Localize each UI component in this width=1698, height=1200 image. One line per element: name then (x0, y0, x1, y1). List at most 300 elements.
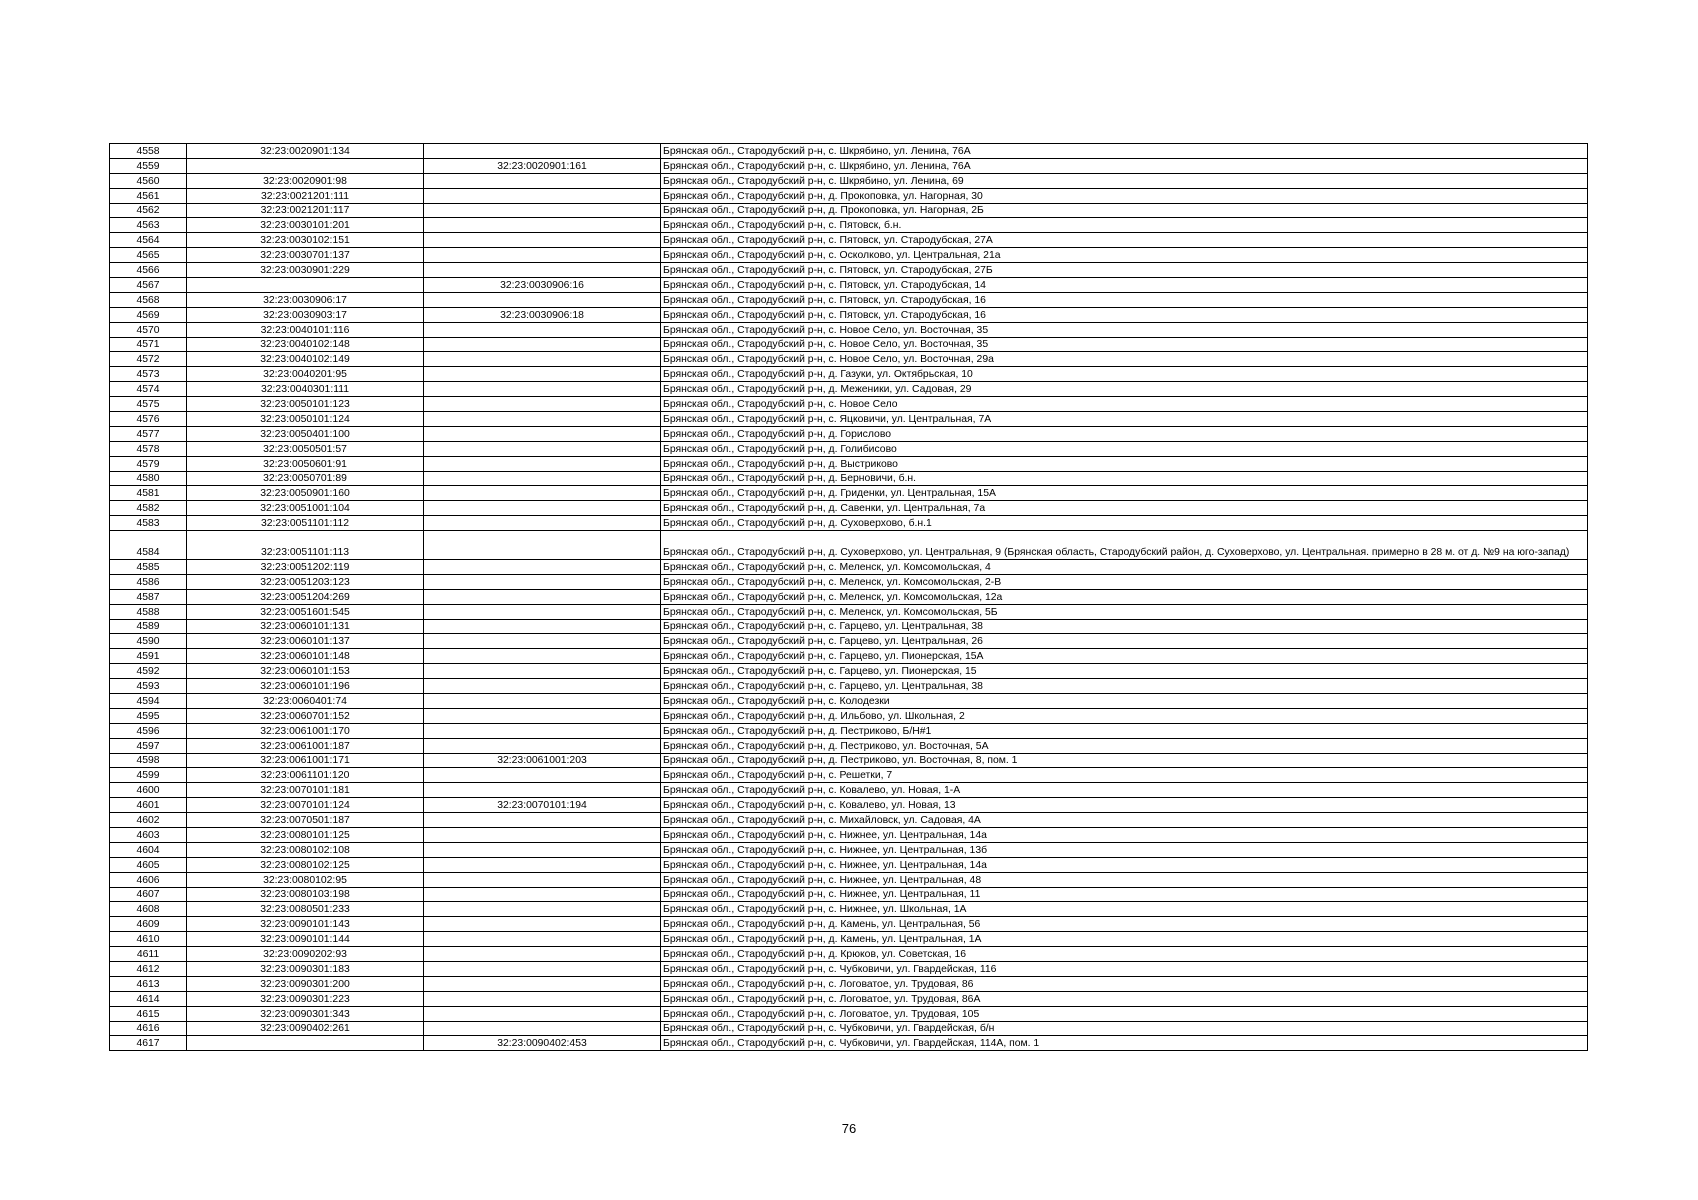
new-cadastral-number-cell (424, 738, 661, 753)
cadastral-number-cell (187, 1036, 424, 1051)
table-row (110, 307, 1588, 322)
new-cadastral-number-cell: 32:23:0061001:203 (424, 753, 661, 768)
address-cell: Брянская обл., Стародубский р-н, с. Нижнее, ул. Центральная, 11 (661, 887, 1588, 902)
new-cadastral-number-cell (424, 991, 661, 1006)
new-cadastral-number-cell (424, 516, 661, 531)
address-cell: Брянская обл., Стародубский р-н, с. Шкрябино, ул. Ленина, 76А (661, 144, 1588, 159)
address-cell: Брянская обл., Стародубский р-н, с. Логоватое, ул. Трудовая, 86А (661, 991, 1588, 1006)
address-cell: Брянская обл., Стародубский р-н, с. Меленск, ул. Комсомольская, 2-В (661, 574, 1588, 589)
address-cell: Брянская обл., Стародубский р-н, с. Пятовск, ул. Стародубская, 14 (661, 278, 1588, 293)
address-cell: Брянская обл., Стародубский р-н, с. Пятовск, ул. Стародубская, 16 (661, 307, 1588, 322)
row-number-cell: 4611 (110, 947, 187, 962)
new-cadastral-number-cell (424, 559, 661, 574)
address-cell: Брянская обл., Стародубский р-н, с. Нижнее, ул. Центральная, 13б (661, 842, 1588, 857)
new-cadastral-number-cell: 32:23:0030906:16 (424, 278, 661, 293)
row-number-cell: 4617 (110, 1036, 187, 1051)
new-cadastral-number-cell (424, 723, 661, 738)
table-row (110, 559, 1588, 574)
table-row (110, 664, 1588, 679)
table-row (110, 188, 1588, 203)
table-row (110, 441, 1588, 456)
cadastral-number-cell: 32:23:0080102:125 (187, 857, 424, 872)
table-row (110, 516, 1588, 531)
address-cell: Брянская обл., Стародубский р-н, с. Чубковичи, ул. Гвардейская, 114А, пом. 1 (661, 1036, 1588, 1051)
cadastral-number-cell: 32:23:0050501:57 (187, 441, 424, 456)
page-number: 76 (841, 1121, 857, 1136)
address-cell: Брянская обл., Стародубский р-н, с. Шкрябино, ул. Ленина, 76А (661, 158, 1588, 173)
row-number-cell: 4579 (110, 456, 187, 471)
table-row (110, 604, 1588, 619)
row-number-cell: 4578 (110, 441, 187, 456)
address-cell: Брянская обл., Стародубский р-н, д. Выстриково (661, 456, 1588, 471)
new-cadastral-number-cell (424, 203, 661, 218)
table-row (110, 278, 1588, 293)
table-row (110, 679, 1588, 694)
table-row (110, 991, 1588, 1006)
cadastral-number-cell: 32:23:0030903:17 (187, 307, 424, 322)
new-cadastral-number-cell (424, 531, 661, 560)
new-cadastral-number-cell (424, 426, 661, 441)
row-number-cell: 4601 (110, 798, 187, 813)
row-number-cell: 4615 (110, 1006, 187, 1021)
row-number-cell: 4563 (110, 218, 187, 233)
row-number-cell: 4583 (110, 516, 187, 531)
cadastral-number-cell: 32:23:0050401:100 (187, 426, 424, 441)
cadastral-number-cell: 32:23:0090301:200 (187, 976, 424, 991)
cadastral-number-cell: 32:23:0090202:93 (187, 947, 424, 962)
table-row (110, 887, 1588, 902)
row-number-cell: 4616 (110, 1021, 187, 1036)
table-row (110, 634, 1588, 649)
table-row (110, 649, 1588, 664)
cadastral-number-cell: 32:23:0020901:134 (187, 144, 424, 159)
table-row (110, 768, 1588, 783)
cadastral-number-cell: 32:23:0050701:89 (187, 471, 424, 486)
row-number-cell: 4571 (110, 337, 187, 352)
row-number-cell: 4609 (110, 917, 187, 932)
table-row (110, 827, 1588, 842)
address-cell: Брянская обл., Стародубский р-н, д. Пестриково, Б/Н#1 (661, 723, 1588, 738)
row-number-cell: 4586 (110, 574, 187, 589)
row-number-cell: 4591 (110, 649, 187, 664)
address-cell: Брянская обл., Стародубский р-н, д. Прокоповка, ул. Нагорная, 30 (661, 188, 1588, 203)
address-cell: Брянская обл., Стародубский р-н, с. Пятовск, ул. Стародубская, 27Б (661, 263, 1588, 278)
address-cell: Брянская обл., Стародубский р-н, д. Суховерхово, ул. Центральная, 9 (Брянская область, Стародубский район, д. Суховерхово, ул. Центральная. примерно в 28 м. от д. №9 на юго-запад) (661, 531, 1588, 560)
address-cell: Брянская обл., Стародубский р-н, с. Нижнее, ул. Центральная, 48 (661, 872, 1588, 887)
cadastral-number-cell: 32:23:0090101:143 (187, 917, 424, 932)
new-cadastral-number-cell (424, 352, 661, 367)
new-cadastral-number-cell (424, 768, 661, 783)
table-row (110, 203, 1588, 218)
new-cadastral-number-cell (424, 932, 661, 947)
new-cadastral-number-cell (424, 501, 661, 516)
table-row (110, 738, 1588, 753)
row-number-cell: 4580 (110, 471, 187, 486)
table-row (110, 486, 1588, 501)
table-row (110, 292, 1588, 307)
table-row (110, 813, 1588, 828)
new-cadastral-number-cell (424, 382, 661, 397)
table-row (110, 501, 1588, 516)
row-number-cell: 4582 (110, 501, 187, 516)
address-cell: Брянская обл., Стародубский р-н, с. Яцковичи, ул. Центральная, 7А (661, 412, 1588, 427)
table-row (110, 173, 1588, 188)
cadastral-number-cell: 32:23:0061001:170 (187, 723, 424, 738)
table-row (110, 708, 1588, 723)
address-cell: Брянская обл., Стародубский р-н, д. Горислово (661, 426, 1588, 441)
row-number-cell: 4577 (110, 426, 187, 441)
table-row (110, 322, 1588, 337)
address-cell: Брянская обл., Стародубский р-н, с. Нижнее, ул. Центральная, 14а (661, 827, 1588, 842)
row-number-cell: 4565 (110, 248, 187, 263)
new-cadastral-number-cell (424, 947, 661, 962)
new-cadastral-number-cell (424, 248, 661, 263)
row-number-cell: 4572 (110, 352, 187, 367)
new-cadastral-number-cell (424, 322, 661, 337)
new-cadastral-number-cell (424, 857, 661, 872)
cadastral-number-cell: 32:23:0060101:196 (187, 679, 424, 694)
table-row (110, 723, 1588, 738)
table-row (110, 456, 1588, 471)
cadastral-number-cell: 32:23:0030101:201 (187, 218, 424, 233)
new-cadastral-number-cell (424, 144, 661, 159)
address-cell: Брянская обл., Стародубский р-н, с. Гарцево, ул. Пионерская, 15А (661, 649, 1588, 664)
new-cadastral-number-cell (424, 634, 661, 649)
table-body (110, 144, 1588, 1051)
address-cell: Брянская обл., Стародубский р-н, с. Меленск, ул. Комсомольская, 12а (661, 589, 1588, 604)
address-cell: Брянская обл., Стародубский р-н, с. Нижнее, ул. Центральная, 14а (661, 857, 1588, 872)
cadastral-number-cell: 32:23:0021201:111 (187, 188, 424, 203)
address-cell: Брянская обл., Стародубский р-н, д. Пестриково, ул. Восточная, 5А (661, 738, 1588, 753)
new-cadastral-number-cell (424, 917, 661, 932)
cadastral-number-cell (187, 158, 424, 173)
table-row (110, 976, 1588, 991)
row-number-cell: 4603 (110, 827, 187, 842)
cadastral-number-cell: 32:23:0060101:148 (187, 649, 424, 664)
cadastral-number-cell: 32:23:0030102:151 (187, 233, 424, 248)
address-cell: Брянская обл., Стародубский р-н, с. Гарцево, ул. Центральная, 38 (661, 679, 1588, 694)
table-row (110, 233, 1588, 248)
row-number-cell: 4574 (110, 382, 187, 397)
row-number-cell: 4561 (110, 188, 187, 203)
cadastral-number-cell: 32:23:0060701:152 (187, 708, 424, 723)
address-cell: Брянская обл., Стародубский р-н, с. Гарцево, ул. Центральная, 26 (661, 634, 1588, 649)
cadastral-number-cell: 32:23:0051101:113 (187, 531, 424, 560)
cadastral-number-cell: 32:23:0030906:17 (187, 292, 424, 307)
new-cadastral-number-cell (424, 708, 661, 723)
address-cell: Брянская обл., Стародубский р-н, д. Пестриково, ул. Восточная, 8, пом. 1 (661, 753, 1588, 768)
table-row (110, 531, 1588, 560)
cadastral-number-cell: 32:23:0080102:108 (187, 842, 424, 857)
address-cell: Брянская обл., Стародубский р-н, с. Пятовск, б.н. (661, 218, 1588, 233)
address-cell: Брянская обл., Стародубский р-н, с. Решетки, 7 (661, 768, 1588, 783)
row-number-cell: 4564 (110, 233, 187, 248)
cadastral-number-cell: 32:23:0040301:111 (187, 382, 424, 397)
address-cell: Брянская обл., Стародубский р-н, с. Чубковичи, ул. Гвардейская, б/н (661, 1021, 1588, 1036)
new-cadastral-number-cell (424, 337, 661, 352)
new-cadastral-number-cell: 32:23:0070101:194 (424, 798, 661, 813)
new-cadastral-number-cell (424, 1006, 661, 1021)
address-cell: Брянская обл., Стародубский р-н, с. Новое Село, ул. Восточная, 35 (661, 322, 1588, 337)
row-number-cell: 4560 (110, 173, 187, 188)
table-row (110, 144, 1588, 159)
new-cadastral-number-cell (424, 441, 661, 456)
cadastral-number-cell: 32:23:0040102:148 (187, 337, 424, 352)
cadastral-number-cell: 32:23:0050101:123 (187, 397, 424, 412)
table-row (110, 1006, 1588, 1021)
property-table (109, 143, 1588, 1051)
row-number-cell: 4573 (110, 367, 187, 382)
new-cadastral-number-cell (424, 574, 661, 589)
address-cell: Брянская обл., Стародубский р-н, с. Пятовск, ул. Стародубская, 27А (661, 233, 1588, 248)
new-cadastral-number-cell (424, 619, 661, 634)
cadastral-number-cell: 32:23:0060401:74 (187, 693, 424, 708)
cadastral-number-cell (187, 278, 424, 293)
new-cadastral-number-cell (424, 962, 661, 977)
cadastral-number-cell: 32:23:0040101:116 (187, 322, 424, 337)
address-cell: Брянская обл., Стародубский р-н, с. Гарцево, ул. Центральная, 38 (661, 619, 1588, 634)
address-cell: Брянская обл., Стародубский р-н, д. Камень, ул. Центральная, 56 (661, 917, 1588, 932)
row-number-cell: 4613 (110, 976, 187, 991)
cadastral-number-cell: 32:23:0050601:91 (187, 456, 424, 471)
row-number-cell: 4600 (110, 783, 187, 798)
cadastral-number-cell: 32:23:0030701:137 (187, 248, 424, 263)
table-row (110, 962, 1588, 977)
cadastral-number-cell: 32:23:0070101:124 (187, 798, 424, 813)
new-cadastral-number-cell: 32:23:0090402:453 (424, 1036, 661, 1051)
new-cadastral-number-cell (424, 887, 661, 902)
new-cadastral-number-cell (424, 188, 661, 203)
new-cadastral-number-cell (424, 827, 661, 842)
row-number-cell: 4596 (110, 723, 187, 738)
address-cell: Брянская обл., Стародубский р-н, с. Пятовск, ул. Стародубская, 16 (661, 292, 1588, 307)
new-cadastral-number-cell (424, 1021, 661, 1036)
row-number-cell: 4584 (110, 531, 187, 560)
cadastral-number-cell: 32:23:0051601:545 (187, 604, 424, 619)
row-number-cell: 4566 (110, 263, 187, 278)
address-cell: Брянская обл., Стародубский р-н, д. Меженики, ул. Садовая, 29 (661, 382, 1588, 397)
row-number-cell: 4593 (110, 679, 187, 694)
table-row (110, 248, 1588, 263)
table-row (110, 783, 1588, 798)
row-number-cell: 4598 (110, 753, 187, 768)
address-cell: Брянская обл., Стародубский р-н, с. Ковалево, ул. Новая, 1-А (661, 783, 1588, 798)
new-cadastral-number-cell (424, 412, 661, 427)
row-number-cell: 4612 (110, 962, 187, 977)
new-cadastral-number-cell (424, 367, 661, 382)
row-number-cell: 4594 (110, 693, 187, 708)
cadastral-number-cell: 32:23:0060101:131 (187, 619, 424, 634)
cadastral-number-cell: 32:23:0070501:187 (187, 813, 424, 828)
row-number-cell: 4559 (110, 158, 187, 173)
new-cadastral-number-cell (424, 664, 661, 679)
row-number-cell: 4610 (110, 932, 187, 947)
cadastral-number-cell: 32:23:0061001:171 (187, 753, 424, 768)
address-cell: Брянская обл., Стародубский р-н, с. Ковалево, ул. Новая, 13 (661, 798, 1588, 813)
address-cell: Брянская обл., Стародубский р-н, с. Шкрябино, ул. Ленина, 69 (661, 173, 1588, 188)
address-cell: Брянская обл., Стародубский р-н, с. Осколково, ул. Центральная, 21а (661, 248, 1588, 263)
cadastral-number-cell: 32:23:0070101:181 (187, 783, 424, 798)
table-row (110, 382, 1588, 397)
row-number-cell: 4606 (110, 872, 187, 887)
new-cadastral-number-cell: 32:23:0020901:161 (424, 158, 661, 173)
cadastral-number-cell: 32:23:0020901:98 (187, 173, 424, 188)
row-number-cell: 4576 (110, 412, 187, 427)
cadastral-number-cell: 32:23:0050901:160 (187, 486, 424, 501)
new-cadastral-number-cell (424, 693, 661, 708)
new-cadastral-number-cell (424, 471, 661, 486)
address-cell: Брянская обл., Стародубский р-н, д. Савенки, ул. Центральная, 7а (661, 501, 1588, 516)
address-cell: Брянская обл., Стародубский р-н, д. Берновичи, б.н. (661, 471, 1588, 486)
table-row (110, 932, 1588, 947)
cadastral-number-cell: 32:23:0051001:104 (187, 501, 424, 516)
table-row (110, 947, 1588, 962)
address-cell: Брянская обл., Стародубский р-н, с. Колодезки (661, 693, 1588, 708)
cadastral-number-cell: 32:23:0051203:123 (187, 574, 424, 589)
new-cadastral-number-cell (424, 783, 661, 798)
address-cell: Брянская обл., Стародубский р-н, с. Новое Село (661, 397, 1588, 412)
new-cadastral-number-cell (424, 589, 661, 604)
new-cadastral-number-cell (424, 292, 661, 307)
cadastral-number-cell: 32:23:0040102:149 (187, 352, 424, 367)
address-cell: Брянская обл., Стародубский р-н, с. Логоватое, ул. Трудовая, 86 (661, 976, 1588, 991)
cadastral-number-cell: 32:23:0051204:269 (187, 589, 424, 604)
new-cadastral-number-cell (424, 456, 661, 471)
table-row (110, 589, 1588, 604)
cadastral-number-cell: 32:23:0090301:183 (187, 962, 424, 977)
cadastral-number-cell: 32:23:0080501:233 (187, 902, 424, 917)
cadastral-number-cell: 32:23:0080103:198 (187, 887, 424, 902)
cadastral-number-cell: 32:23:0061101:120 (187, 768, 424, 783)
cadastral-number-cell: 32:23:0050101:124 (187, 412, 424, 427)
row-number-cell: 4608 (110, 902, 187, 917)
cadastral-number-cell: 32:23:0051202:119 (187, 559, 424, 574)
new-cadastral-number-cell (424, 173, 661, 188)
address-cell: Брянская обл., Стародубский р-н, д. Гриденки, ул. Центральная, 15А (661, 486, 1588, 501)
new-cadastral-number-cell: 32:23:0030906:18 (424, 307, 661, 322)
row-number-cell: 4614 (110, 991, 187, 1006)
table-row (110, 471, 1588, 486)
row-number-cell: 4570 (110, 322, 187, 337)
table-row (110, 574, 1588, 589)
cadastral-number-cell: 32:23:0090301:223 (187, 991, 424, 1006)
table-row (110, 1036, 1588, 1051)
table-row (110, 426, 1588, 441)
row-number-cell: 4587 (110, 589, 187, 604)
row-number-cell: 4607 (110, 887, 187, 902)
table-row (110, 412, 1588, 427)
table-row (110, 619, 1588, 634)
new-cadastral-number-cell (424, 397, 661, 412)
cadastral-number-cell: 32:23:0080102:95 (187, 872, 424, 887)
cadastral-number-cell: 32:23:0060101:153 (187, 664, 424, 679)
new-cadastral-number-cell (424, 679, 661, 694)
table-row (110, 798, 1588, 813)
row-number-cell: 4592 (110, 664, 187, 679)
row-number-cell: 4602 (110, 813, 187, 828)
new-cadastral-number-cell (424, 649, 661, 664)
new-cadastral-number-cell (424, 842, 661, 857)
row-number-cell: 4599 (110, 768, 187, 783)
new-cadastral-number-cell (424, 604, 661, 619)
address-cell: Брянская обл., Стародубский р-н, с. Чубковичи, ул. Гвардейская, 116 (661, 962, 1588, 977)
table-row (110, 693, 1588, 708)
address-cell: Брянская обл., Стародубский р-н, с. Михайловск, ул. Садовая, 4А (661, 813, 1588, 828)
cadastral-number-cell: 32:23:0021201:117 (187, 203, 424, 218)
cadastral-number-cell: 32:23:0090101:144 (187, 932, 424, 947)
cadastral-number-cell: 32:23:0030901:229 (187, 263, 424, 278)
new-cadastral-number-cell (424, 233, 661, 248)
new-cadastral-number-cell (424, 976, 661, 991)
address-cell: Брянская обл., Стародубский р-н, д. Прокоповка, ул. Нагорная, 2Б (661, 203, 1588, 218)
table-row (110, 352, 1588, 367)
row-number-cell: 4581 (110, 486, 187, 501)
address-cell: Брянская обл., Стародубский р-н, д. Голибисово (661, 441, 1588, 456)
new-cadastral-number-cell (424, 872, 661, 887)
cadastral-number-cell: 32:23:0090301:343 (187, 1006, 424, 1021)
row-number-cell: 4585 (110, 559, 187, 574)
table-row (110, 337, 1588, 352)
table-row (110, 872, 1588, 887)
new-cadastral-number-cell (424, 902, 661, 917)
table-row (110, 263, 1588, 278)
row-number-cell: 4589 (110, 619, 187, 634)
address-cell: Брянская обл., Стародубский р-н, с. Гарцево, ул. Пионерская, 15 (661, 664, 1588, 679)
row-number-cell: 4567 (110, 278, 187, 293)
address-cell: Брянская обл., Стародубский р-н, д. Газуки, ул. Октябрьская, 10 (661, 367, 1588, 382)
cadastral-number-cell: 32:23:0061001:187 (187, 738, 424, 753)
table-row (110, 842, 1588, 857)
row-number-cell: 4568 (110, 292, 187, 307)
row-number-cell: 4575 (110, 397, 187, 412)
address-cell: Брянская обл., Стародубский р-н, с. Меленск, ул. Комсомольская, 4 (661, 559, 1588, 574)
new-cadastral-number-cell (424, 813, 661, 828)
table-row (110, 397, 1588, 412)
table-row (110, 218, 1588, 233)
address-cell: Брянская обл., Стародубский р-н, д. Суховерхово, б.н.1 (661, 516, 1588, 531)
address-cell: Брянская обл., Стародубский р-н, д. Крюков, ул. Советская, 16 (661, 947, 1588, 962)
cadastral-number-cell: 32:23:0040201:95 (187, 367, 424, 382)
address-cell: Брянская обл., Стародубский р-н, с. Новое Село, ул. Восточная, 29а (661, 352, 1588, 367)
row-number-cell: 4590 (110, 634, 187, 649)
address-cell: Брянская обл., Стародубский р-н, с. Логоватое, ул. Трудовая, 105 (661, 1006, 1588, 1021)
row-number-cell: 4588 (110, 604, 187, 619)
table-row (110, 367, 1588, 382)
table-row (110, 917, 1588, 932)
cadastral-number-cell: 32:23:0051101:112 (187, 516, 424, 531)
table-row (110, 158, 1588, 173)
row-number-cell: 4604 (110, 842, 187, 857)
row-number-cell: 4597 (110, 738, 187, 753)
cadastral-number-cell: 32:23:0090402:261 (187, 1021, 424, 1036)
row-number-cell: 4569 (110, 307, 187, 322)
row-number-cell: 4605 (110, 857, 187, 872)
row-number-cell: 4558 (110, 144, 187, 159)
address-cell: Брянская обл., Стародубский р-н, с. Меленск, ул. Комсомольская, 5Б (661, 604, 1588, 619)
row-number-cell: 4595 (110, 708, 187, 723)
cadastral-number-cell: 32:23:0060101:137 (187, 634, 424, 649)
address-cell: Брянская обл., Стародубский р-н, с. Нижнее, ул. Школьная, 1А (661, 902, 1588, 917)
new-cadastral-number-cell (424, 218, 661, 233)
new-cadastral-number-cell (424, 486, 661, 501)
table-row (110, 902, 1588, 917)
address-cell: Брянская обл., Стародубский р-н, д. Камень, ул. Центральная, 1А (661, 932, 1588, 947)
cadastral-number-cell: 32:23:0080101:125 (187, 827, 424, 842)
table-row (110, 753, 1588, 768)
new-cadastral-number-cell (424, 263, 661, 278)
address-cell: Брянская обл., Стародубский р-н, д. Ильбово, ул. Школьная, 2 (661, 708, 1588, 723)
address-cell: Брянская обл., Стародубский р-н, с. Новое Село, ул. Восточная, 35 (661, 337, 1588, 352)
